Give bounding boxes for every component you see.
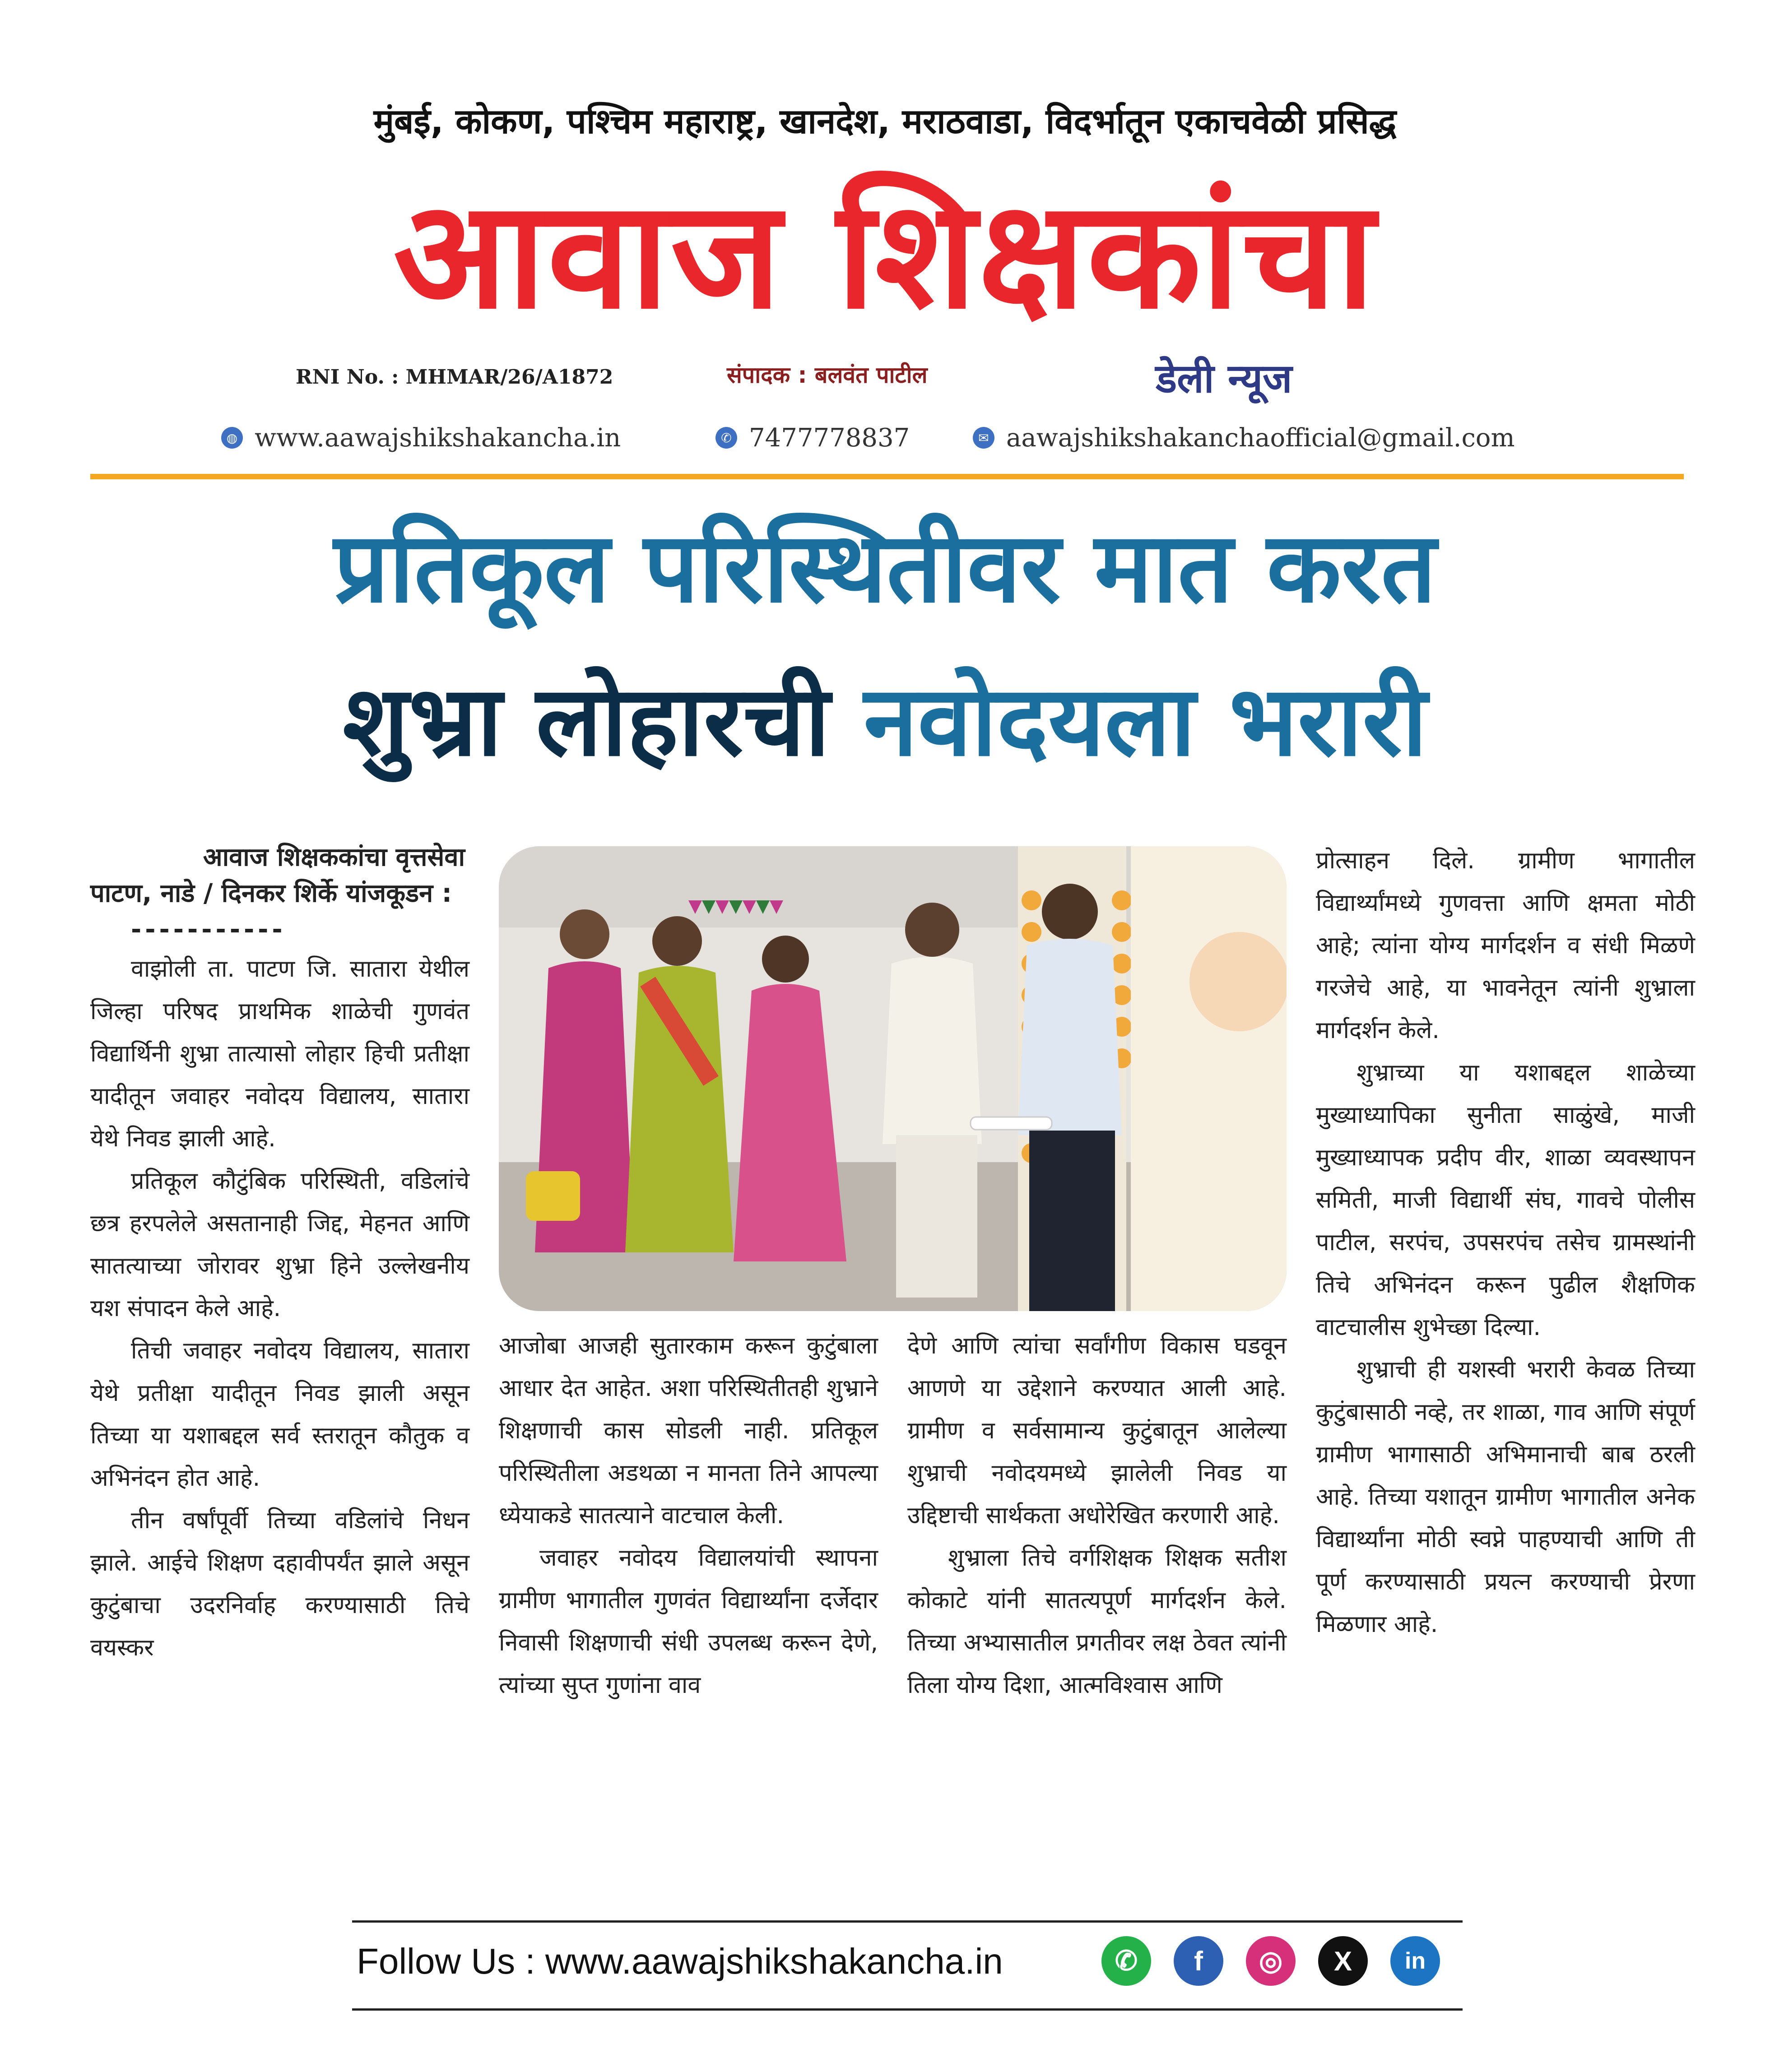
phone-contact[interactable]	[715, 422, 910, 454]
footer-top-rule	[352, 1920, 1463, 1923]
email-text: aawajshikshakanchaofficial@gmail.com	[1006, 423, 1515, 453]
rni-number: RNI No. : MHMAR/26/A1872	[296, 366, 613, 389]
masthead-title: आवाज शिक्षकांचा	[393, 168, 1377, 342]
paragraph: आजोबा आजही सुतारकाम करून कुटुंबाला आधार देत आहेत. अशा परिस्थितीतही शुभ्राने शिक्षणाची कास सोडली नाही. प्रतिकूल परिस्थितीला अडथळा न मानता तिने आपल्या ध्येयाकडे सातत्याने वाटचाल केली.	[499, 1332, 878, 1529]
byline-reporter: पाटण, नाडे / दिनकर शिर्के यांजकूडन :	[90, 879, 452, 908]
headline-line-1: प्रतिकूल परिस्थितीवर मात करत	[334, 511, 1436, 624]
whatsapp-icon[interactable]: ✆	[1101, 1936, 1151, 1986]
paragraph: तीन वर्षांपूर्वी तिच्या वडिलांचे निधन झाले. आईचे शिक्षण दहावीपर्यंत झाले असून कुटुंबाचा उदरनिर्वाह करण्यासाठी तिचे वयस्कर	[90, 1507, 469, 1661]
daily-news-label: डेली न्यूज	[1156, 355, 1292, 402]
instagram-icon[interactable]: ◎	[1246, 1936, 1296, 1986]
website-contact[interactable]	[221, 422, 621, 454]
article-column-3	[907, 1325, 1287, 1706]
headline-dark-part: शुभ्रा लोहारची	[343, 664, 830, 778]
website-text: www.aawajshikshakancha.in	[255, 423, 621, 453]
paragraph: शुभ्राची ही यशस्वी भरारी केवळ तिच्या कुटुंबासाठी नव्हे, तर शाळा, गाव आणि संपूर्ण ग्रामीण भागासाठी अभिमानाची बाब ठरली आहे. तिच्या यशातून ग्रामीण भागातील अनेक विद्यार्थ्यांना मोठी स्वप्ने पाहण्याची आणि ती पूर्ण करण्यासाठी प्रयत्न करण्याची प्रेरणा मिळणार आहे.	[1316, 1356, 1695, 1638]
editor-name: संपादक : बलवंत पाटील	[727, 362, 928, 388]
news-photo	[499, 846, 1287, 1311]
paragraph: शुभ्राच्या या यशाबद्दल शाळेच्या मुख्याध्यापिका सुनीता साळुंखे, माजी मुख्याध्यापक प्रदीप वीर, शाळा व्यवस्थापन समिती, माजी विद्यार्थी संघ, गावचे पोलीस पाटील, सरपंच, उपसरपंच तसेच ग्रामस्थांनी तिचे अभिनंदन करून पुढील शैक्षणिक वाटचालीस शुभेच्छा दिल्या.	[1316, 1059, 1695, 1341]
footer-bottom-rule	[352, 2008, 1463, 2011]
follow-us-text[interactable]: Follow Us : www.aawajshikshakancha.in	[357, 1941, 1003, 1981]
article-column-1	[90, 839, 469, 1669]
byline-agency: आवाज शिक्षककांचा वृत्तसेवा	[203, 843, 465, 872]
linkedin-icon[interactable]: in	[1390, 1936, 1440, 1986]
paragraph: प्रतिकूल कौटुंबिक परिस्थिती, वडिलांचे छत्र हरपलेले असतानाही जिद्द, मेहनत आणि सातत्याच्या जोरावर शुभ्रा हिने उल्लेखनीय यश संपादन केले आहे.	[90, 1168, 469, 1322]
header-divider	[90, 474, 1684, 479]
paragraph: प्रोत्साहन दिले. ग्रामीण भागातील विद्यार्थ्यांमध्ये गुणवत्ता आणि क्षमता मोठी आहे; त्यांना योग्य मार्गदर्शन व संधी मिळणे गरजेचे आहे, या भावनेतून त्यांनी शुभ्राला मार्गदर्शन केले.	[1316, 847, 1695, 1044]
email-contact[interactable]	[973, 422, 1515, 454]
headline-line-2	[0, 664, 1770, 778]
headline-blue-part: नवोदयला भरारी	[864, 664, 1427, 778]
tagline: मुंबई, कोकण, पश्चिम महाराष्ट्र, खानदेश, मराठवाडा, विदर्भातून एकाचवेळी प्रसिद्ध	[373, 101, 1397, 141]
article-column-4	[1316, 839, 1695, 1646]
mail-icon: ✉	[973, 427, 994, 449]
paragraph: देणे आणि त्यांचा सर्वांगीण विकास घडवून आणणे या उद्देशाने करण्यात आली आहे. ग्रामीण व सर्वसामान्य कुटुंबातून आलेल्या शुभ्राची नवोदयमध्ये झालेली निवड या उद्दिष्टाची सार्थकता अधोरेखित करणारी आहे.	[907, 1332, 1287, 1529]
article-column-2	[499, 1325, 878, 1706]
paragraph: वाझोली ता. पाटण जि. सातारा येथील जिल्हा परिषद प्राथमिक शाळेची गुणवंत विद्यार्थिनी शुभ्रा तात्यासो लोहार हिची प्रतीक्षा यादीतून जवाहर नवोदय विद्यालय, सातारा येथे निवड झाली आहे.	[90, 955, 469, 1152]
phone-icon: ✆	[715, 427, 737, 449]
phone-text: 7477778837	[749, 423, 910, 453]
paragraph: तिची जवाहर नवोदय विद्यालय, सातारा येथे प्रतीक्षा यादीतून निवड झाली असून तिच्या या यशाबद्दल सर्व स्तरातून कौतुक व अभिनंदन होत आहे.	[90, 1337, 469, 1492]
byline-dashes: -----------	[131, 915, 286, 944]
globe-icon: ◍	[221, 427, 243, 449]
x-icon[interactable]: X	[1318, 1936, 1368, 1986]
paragraph: जवाहर नवोदय विद्यालयांची स्थापना ग्रामीण भागातील गुणवंत विद्यार्थ्यांना दर्जेदार निवासी शिक्षणाची संधी उपलब्ध करून देणे, त्यांच्या सुप्त गुणांना वाव	[499, 1544, 878, 1699]
paragraph: शुभ्राला तिचे वर्गशिक्षक शिक्षक सतीश कोकाटे यांनी सातत्यपूर्ण मार्गदर्शन केले. तिच्या अभ्यासातील प्रगतीवर लक्ष ठेवत त्यांनी तिला योग्य दिशा, आत्मविश्वास आणि	[907, 1544, 1287, 1699]
facebook-icon[interactable]: f	[1174, 1936, 1223, 1986]
